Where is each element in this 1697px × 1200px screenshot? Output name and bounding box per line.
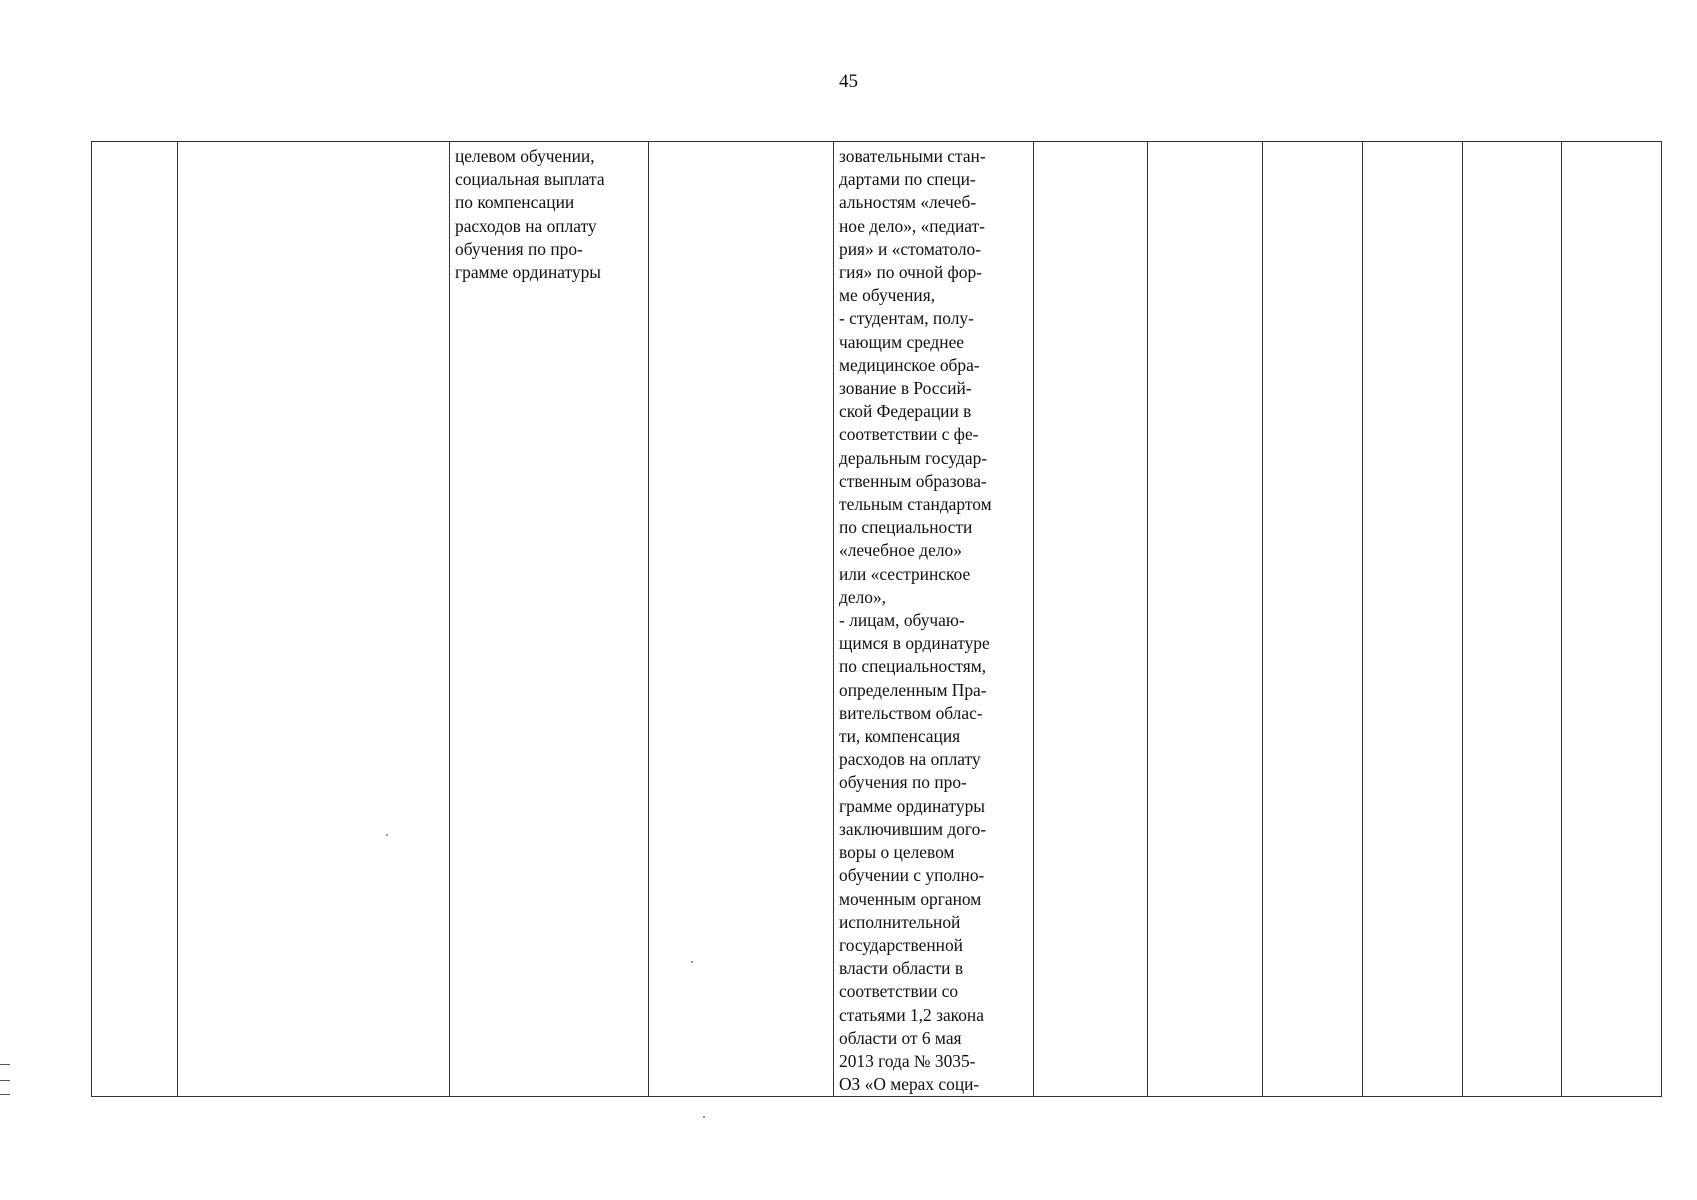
table-cell-col-4 [649, 142, 834, 1097]
table-cell-col-1 [92, 142, 178, 1097]
table-cell-col-10 [1463, 142, 1562, 1097]
page-number: 45 [839, 71, 858, 92]
table-cell-col-7 [1148, 142, 1263, 1097]
binding-edge-mark [0, 1064, 10, 1065]
scan-speck [703, 1116, 705, 1118]
binding-edge-mark [0, 1080, 10, 1081]
measures-table [91, 141, 1662, 1097]
table-cell-col-5: зовательными стан- дартами по специ- альностям «лечеб- ное дело», «педиат- рия» и «стоматоло- гия» по очной фор- ме обучения, - студентам, полу- чающим среднее медицинское обра- зование в Россий- ской Федерации в соответствии с фе- деральным государ- ственным образова- тельным стандартом по специальности «лечебное дело» или «сестринское дело», - лицам, обучаю- щимся в ординатуре по специальностям, определенным Пра- вительством облас- ти, компенсация расходов на оплату обучения по про- грамме ординатуры заключившим дого- воры о целевом обучении с уполно- моченным органом исполнительной государственной власти области в соответствии со статьями 1,2 закона области от 6 мая 2013 года № 3035- ОЗ «О мерах соци- [834, 142, 1034, 1097]
table-cell-col-3: целевом обучении, социальная выплата по компенсации расходов на оплату обучения по про- грамме ординатуры [450, 142, 649, 1097]
scan-speck [386, 834, 388, 836]
table-cell-col-6 [1034, 142, 1148, 1097]
binding-edge-mark [0, 1094, 10, 1095]
table-cell-col-11 [1562, 142, 1662, 1097]
table-row [92, 142, 1662, 1097]
table-cell-col-9 [1363, 142, 1463, 1097]
table-cell-col-8 [1263, 142, 1363, 1097]
scan-speck [691, 961, 693, 963]
table-cell-col-2 [178, 142, 450, 1097]
